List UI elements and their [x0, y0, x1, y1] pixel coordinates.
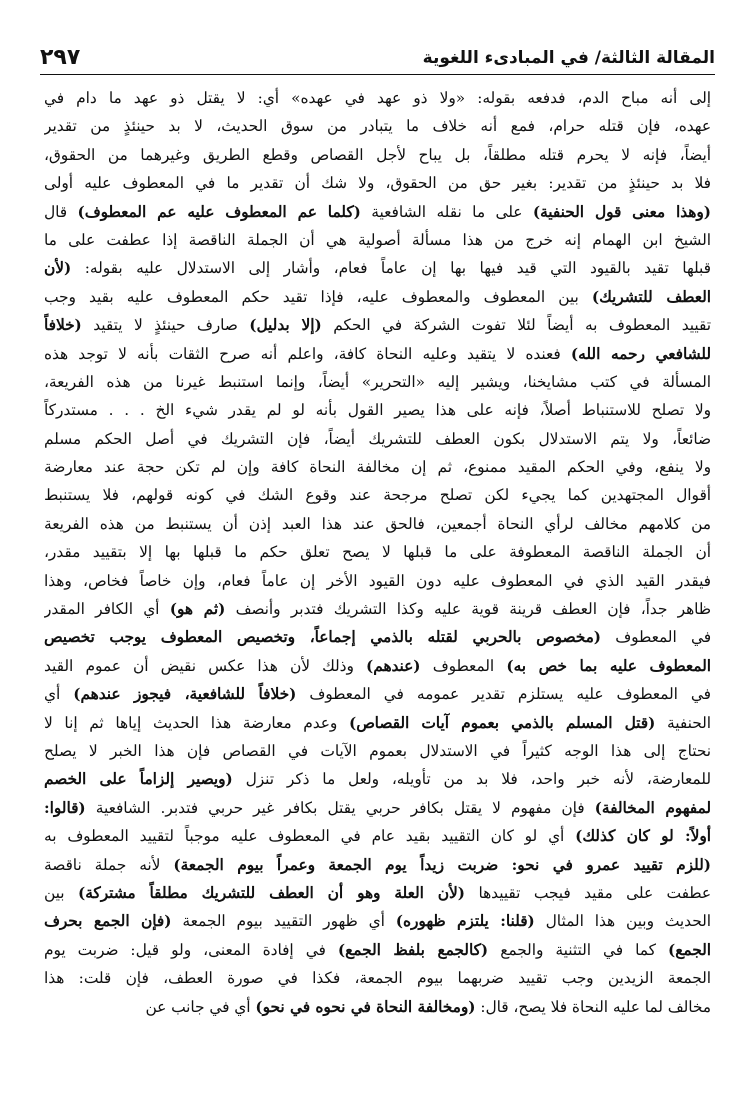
- text-line: [44, 879, 711, 907]
- bold-text-run: (ويصير إلزاماً على الخصم: [44, 770, 233, 789]
- text-line: [44, 765, 711, 793]
- bold-text-run: (وهذا معنى قول الحنفية): [532, 202, 711, 221]
- bold-text-run: (فإن الجمع بحرف: [44, 912, 172, 931]
- text-line: [44, 283, 711, 311]
- page-header: [40, 38, 715, 70]
- text-line: [44, 112, 711, 140]
- page-number: ٢٩٧: [40, 45, 81, 70]
- body-text: [44, 84, 711, 1021]
- bold-text-run: الجمع): [667, 940, 711, 959]
- text-run: فلا بد حينئذٍ من تقدير: بغير حق من الحقوق، ولا شك أن تقدير ما في المعطوف عليه أولى: [44, 174, 711, 193]
- text-run: عطفت على مقيد فيجب تقييدها: [465, 883, 711, 902]
- bold-text-run: (لأن: [44, 259, 72, 278]
- bold-text-run: المعطوف عليه بما خص به): [506, 656, 711, 675]
- bold-text-run: للشافعي رحمه الله): [570, 344, 711, 363]
- text-run: للمعارضة، لأنه خبر واحد، فلا بد من تأويله، ولعل ما ذكر تنزل: [232, 770, 711, 789]
- text-run: أي ظهور التقييد بيوم الجمعة: [171, 912, 396, 931]
- text-line: [44, 652, 711, 680]
- text-line: [44, 567, 711, 595]
- text-run: فعنده لا يتقيد وعليه النحاة كافة، واعلم أنه صرح الثقات بأنه لا توجد هذه: [44, 344, 571, 363]
- text-run: أيضاً، فإنه لا يحرم قتله مطلقاً، بل يباح لأجل القصاص وقطع الطريق وغيرهما من الحقوق،: [44, 145, 711, 164]
- text-run: بين: [44, 883, 78, 902]
- text-run: في المعطوف: [601, 628, 711, 647]
- bold-text-run: (قالوا:: [44, 798, 86, 817]
- text-line: [44, 453, 711, 481]
- text-line: [44, 680, 711, 708]
- text-line: [44, 907, 711, 935]
- bold-text-run: (خلافاً للشافعية، فيجوز عندهم): [73, 685, 297, 704]
- text-run: مخالف لما عليه النحاة فلا يصح، قال:: [475, 997, 711, 1016]
- text-line: [44, 368, 711, 396]
- bold-text-run: (خلافاً: [44, 316, 82, 335]
- text-line: [44, 851, 711, 879]
- text-run: ولا تصلح للاستنباط أصلاً، فإنه على هذا يصير القول بأنه لو لم يقدر شيء الخ . . . مستدركاً: [44, 401, 711, 420]
- text-run: فيقدر القيد الذي في المعطوف عليه دون القيود الأخر إن عاماً فعام، وإن خاصاً فخاص، وهذا: [44, 571, 711, 590]
- text-run: الحنفية: [655, 713, 711, 732]
- bold-text-run: (قلنا: يلتزم ظهوره): [395, 912, 535, 931]
- text-run: أي لو كان التقييد بقيد عام في المعطوف عليه موجباً لتقييد المعطوف به: [44, 827, 576, 846]
- text-run: أي: [44, 685, 74, 704]
- bold-text-run: أولاً: لو كان كذلك): [575, 827, 711, 846]
- text-line: [44, 538, 711, 566]
- text-run: بين المعطوف والمعطوف عليه، فإذا تقيد حكم المعطوف عليه بقيد وجب: [44, 287, 592, 306]
- text-run: وذلك لأن هذا عكس نقيض أن عموم القيد: [44, 656, 367, 675]
- text-run: أقوال المجتهدين كما يجيء لكن تصلح مرجحة عند وقوع الشك في كونه قولهم، فلا يستنبط: [44, 486, 711, 505]
- text-run: إلى أنه مباح الدم، فدفعه بقوله: «ولا ذو عهد في عهده» أي: لا يقتل ذو عهد ما دام في: [44, 89, 711, 107]
- bold-text-run: (إلا بدليل): [249, 316, 322, 335]
- text-run: في إفادة المعنى، ولو قيل: ضربت يوم: [44, 940, 338, 959]
- text-run: المسألة في كتب مشايخنا، ويشير إليه «التحرير» أيضاً، وإنما استنبط غيرنا من هذه الفريعة،: [44, 372, 711, 391]
- text-run: أي الكافر المقدر: [44, 600, 170, 619]
- text-line: [44, 141, 711, 169]
- text-run: صارف حينئذٍ لا يتقيد: [81, 316, 250, 335]
- text-line: [44, 709, 711, 737]
- running-title: المقالة الثالثة/ في المبادىء اللغوية: [422, 48, 715, 68]
- text-line: [44, 425, 711, 453]
- bold-text-run: (قتل المسلم بالذمي بعموم آيات القصاص): [348, 713, 656, 732]
- text-run: قبلها تقيد بالقيود التي قيد فيها بها إن عاماً فعام، وأشار إلى الاستدلال عليه بقوله:: [71, 259, 711, 278]
- text-line: [44, 226, 711, 254]
- text-line: [44, 340, 711, 368]
- text-line: [44, 737, 711, 765]
- bold-text-run: لمفهوم المخالفة): [594, 798, 711, 817]
- bold-text-run: (ومخالفة النحاة في نحوه في نحو): [255, 997, 476, 1016]
- text-line: [44, 822, 711, 850]
- text-line: [44, 254, 711, 282]
- bold-text-run: (كلما عم المعطوف عليه عم المعطوف): [77, 202, 361, 221]
- text-run: الحديث وبين هذا المثال: [534, 912, 711, 931]
- text-line: [44, 311, 711, 339]
- text-run: كما في التثنية والجمع: [488, 940, 668, 959]
- text-run: نحتاج إلى هذا الوجه كثيراً في الاستدلال بعموم الآيات في القصاص فإن هذا الخبر لا يصلح: [44, 741, 711, 760]
- text-line: [44, 510, 711, 538]
- text-line: [44, 396, 711, 424]
- text-run: عهده، فإن قتله حرام، فمع أنه خلاف ما يتبادر من سوق الحديث، لا بد حينئذٍ من تقدير: [44, 117, 711, 136]
- text-line: [44, 169, 711, 197]
- bold-text-run: (ثم هو): [169, 600, 226, 619]
- bold-text-run: (كالجمع بلفظ الجمع): [337, 940, 489, 959]
- text-run: أن الجملة الناقصة المعطوفة على ما قبلها لا يصح تعلق حكم ما قبلها بها إلا بتقييد مقدر،: [44, 543, 711, 562]
- text-run: لأنه جملة ناقصة: [44, 855, 174, 874]
- text-line: [44, 993, 711, 1021]
- text-run: الجمعة الزيدين وجب تقييد ضربهما بيوم الجمعة، فكذا في صورة العطف، فإن قلت: هذا: [44, 969, 711, 988]
- text-line: [44, 964, 711, 992]
- text-line: [44, 936, 711, 964]
- bold-text-run: (لأن العلة وهو أن العطف للتشريك مطلقاً مشتركة): [77, 883, 465, 902]
- text-line: [44, 481, 711, 509]
- text-run: وعدم معارضة هذا الحديث إياها ثم إنا لا: [44, 713, 349, 732]
- text-line: [44, 595, 711, 623]
- text-run: قال: [44, 202, 78, 221]
- header-rule: [40, 74, 715, 75]
- text-run: على ما نقله الشافعية: [360, 202, 533, 221]
- text-run: الشيخ ابن الهمام إنه خرج من هذا مسألة أصولية هي أن الجملة الناقصة إذا عطفت على ما: [44, 230, 711, 249]
- text-line: [44, 84, 711, 112]
- text-run: ضائعاً، ولا يتم الاستدلال بكون العطف للتشريك أيضاً، فإن التشريك في أصل الحكم مسلم: [44, 429, 711, 448]
- bold-text-run: (للزم تقييد عمرو في نحو: ضربت زيداً يوم الجمعة وعمراً بيوم الجمعة): [173, 855, 711, 874]
- text-line: [44, 623, 711, 651]
- text-run: المعطوف: [420, 656, 507, 675]
- bold-text-run: (مخصوص بالحربي لقتله بالذمي إجماعاً، وتخصيص المعطوف يوجب تخصيص: [44, 628, 602, 647]
- text-run: فإن مفهوم لا يقتل بكافر حربي يقتل بكافر غير حربي فتدبر. الشافعية: [85, 798, 595, 817]
- text-line: [44, 794, 711, 822]
- text-run: ولا ينفع، وفي الحكم المقيد ممنوع، ثم إن مخالفة النحاة كافة وإن لم تكن حجة عند معارضة: [44, 458, 711, 477]
- text-run: ظاهر جداً، فإن العطف قرينة قوية عليه وكذا التشريك فتدبر وأنصف: [225, 600, 711, 619]
- text-run: من كلامهم مخالف لرأي النحاة أجمعين، فالحق عند هذا العبد إذن أن يستنبط من هذه الفريعة: [44, 514, 711, 533]
- text-run: تقييد المعطوف به أيضاً لئلا تفوت الشركة في الحكم: [321, 316, 711, 335]
- bold-text-run: (عندهم): [366, 656, 421, 675]
- text-run: أي في جانب عن: [145, 997, 256, 1016]
- text-run: في المعطوف عليه يستلزم تقدير عمومه في المعطوف: [296, 685, 711, 704]
- bold-text-run: العطف للتشريك): [591, 287, 711, 306]
- text-line: [44, 198, 711, 226]
